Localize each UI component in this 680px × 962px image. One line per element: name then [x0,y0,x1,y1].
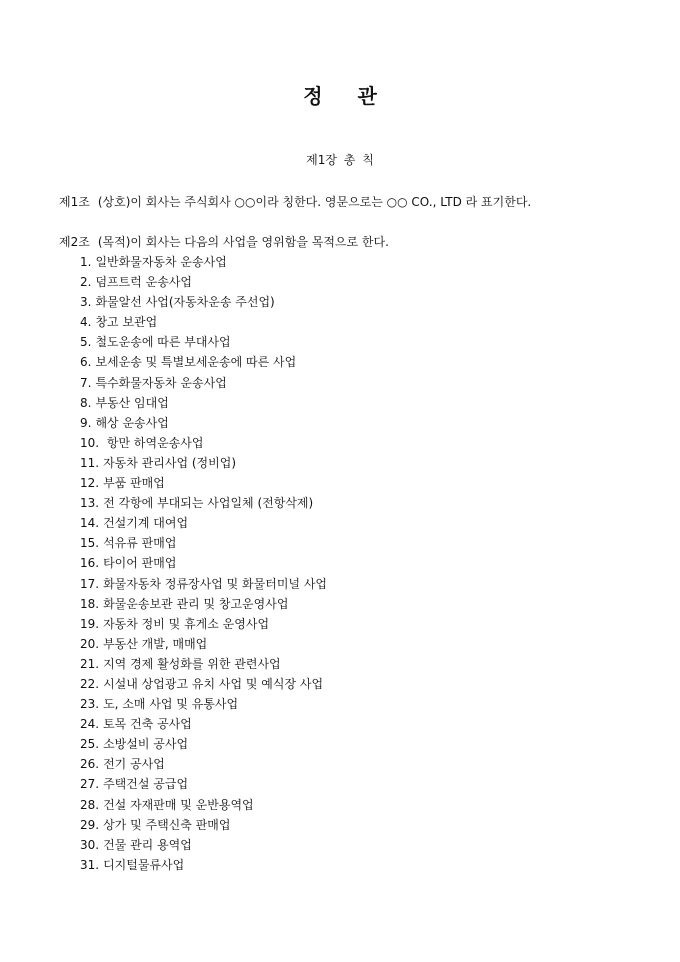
list-item-text: 자동차 정비 및 휴게소 운영사업 [103,616,270,631]
list-item [80,272,327,292]
list-item-text: 철도운송에 따른 부대사업 [95,335,231,350]
list-item-text: 일반화물자동차 운송사업 [95,255,227,269]
list-item-number: 28. [80,797,100,812]
list-item [80,533,327,553]
list-item-number: 29. [80,817,100,832]
list-item [80,332,327,352]
article-1-text: (상호)이 회사는 주식회사 ○○이라 칭한다. 영문으로는 ○○ CO., LTD 라 표기한다. [97,195,532,209]
article-2 [59,233,389,250]
list-item-number: 3. [80,295,92,310]
list-item-text: 항만 하역운송사업 [103,435,204,450]
list-item [80,754,327,774]
list-item-text: 자동차 관리사업 (정비업) [103,455,237,470]
list-item-text: 부동산 개발, 매매업 [103,636,208,651]
list-item [80,774,327,794]
article-1-number: 제1조 [59,195,90,209]
list-item [80,614,327,634]
list-item [80,795,327,815]
list-item-number: 19. [80,616,100,631]
list-item-text: 덤프트럭 운송사업 [95,275,193,290]
list-item-text: 석유류 판매업 [103,536,177,551]
list-item [80,855,327,875]
purpose-list [80,252,327,875]
list-item-number: 31. [80,857,100,872]
list-item-number: 7. [80,375,92,390]
list-item [80,634,327,654]
list-item-number: 25. [80,737,100,752]
list-item-text: 지역 경제 활성화를 위한 관련사업 [103,656,281,671]
list-item [80,453,327,473]
list-item-number: 4. [80,315,92,330]
list-item-number: 23. [80,697,100,712]
list-item-number: 17. [80,576,100,591]
article-1 [59,193,531,210]
list-item-number: 21. [80,656,100,671]
document-title: 정 관 [303,84,391,108]
list-item-text: 보세운송 및 특별보세운송에 따른 사업 [95,355,297,370]
list-item-number: 5. [80,335,92,350]
article-2-number: 제2조 [59,235,90,249]
list-item-number: 18. [80,596,100,611]
list-item [80,513,327,533]
list-item-number: 10. [80,435,100,450]
list-item [80,252,327,272]
list-item-number: 2. [80,275,92,290]
list-item-text: 부동산 임대업 [95,395,169,410]
list-item [80,674,327,694]
list-item-number: 22. [80,676,100,691]
list-item-text: 타이어 판매업 [103,556,177,571]
list-item [80,694,327,714]
list-item [80,493,327,513]
list-item [80,654,327,674]
list-item [80,312,327,332]
list-item-text: 소방설비 공사업 [103,737,189,752]
list-item-text: 건설 자재판매 및 운반용역업 [103,797,254,812]
list-item-text: 화물알선 사업(자동차운송 주선업) [95,295,275,310]
list-item [80,734,327,754]
list-item [80,292,327,312]
list-item-text: 주택건설 공급업 [103,777,189,792]
list-item [80,553,327,573]
list-item-number: 8. [80,395,92,410]
list-item [80,413,327,433]
list-item-number: 24. [80,717,100,732]
list-item [80,433,327,453]
list-item-number: 20. [80,636,100,651]
list-item-number: 14. [80,516,100,531]
list-item-number: 9. [80,415,92,430]
list-item [80,352,327,372]
list-item [80,473,327,493]
list-item-text: 건물 관리 용역업 [103,837,192,852]
list-item-number: 26. [80,757,100,772]
list-item-text: 부품 판매업 [103,476,165,491]
list-item-number: 13. [80,496,100,511]
list-item-text: 시설내 상업광고 유치 사업 및 예식장 사업 [103,676,324,691]
list-item-number: 30. [80,837,100,852]
list-item-text: 토목 건축 공사업 [103,717,192,732]
list-item [80,393,327,413]
list-item-text: 도, 소매 사업 및 유통사업 [103,697,239,712]
list-item-text: 화물자동차 정류장사업 및 화물터미널 사업 [103,576,328,591]
list-item [80,574,327,594]
list-item-number: 16. [80,556,100,571]
list-item-text: 화물운송보관 관리 및 창고운영사업 [103,596,289,611]
list-item-text: 해상 운송사업 [95,415,169,430]
list-item-number: 1. [80,255,92,269]
list-item-number: 12. [80,476,100,491]
list-item [80,815,327,835]
list-item-text: 특수화물자동차 운송사업 [95,375,227,390]
list-item-text: 디지털물류사업 [103,857,185,872]
list-item-number: 11. [80,455,100,470]
list-item [80,373,327,393]
list-item [80,714,327,734]
article-2-text: (목적)이 회사는 다음의 사업을 영위함을 목적으로 한다. [97,235,389,249]
list-item [80,835,327,855]
chapter-title: 제1장 총 칙 [306,153,374,167]
list-item-number: 6. [80,355,92,370]
list-item [80,594,327,614]
list-item-text: 전기 공사업 [103,757,165,772]
list-item-number: 15. [80,536,100,551]
list-item-text: 상가 및 주택신축 판매업 [103,817,231,832]
list-item-text: 건설기계 대여업 [103,516,189,531]
list-item-number: 27. [80,777,100,792]
list-item-text: 전 각항에 부대되는 사업일체 (전항삭제) [103,496,314,511]
list-item-text: 창고 보관업 [95,315,158,330]
